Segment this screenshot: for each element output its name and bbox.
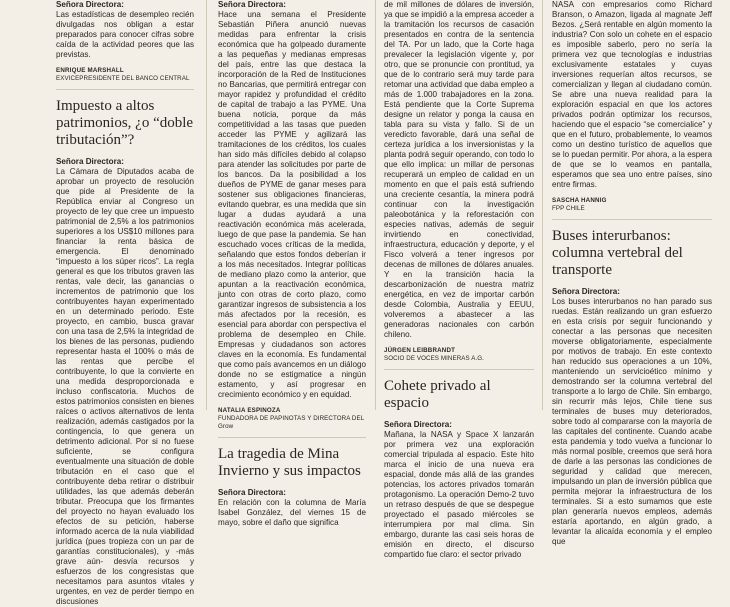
section-divider [552, 219, 712, 220]
letters-column-4 [552, 0, 712, 546]
letter-signature-role: SOCIO DE VOCES MINERAS A.G. [384, 355, 485, 362]
column-divider [542, 0, 543, 410]
letter-signature-role: FUNDADORA DE PAPINOTAS Y DIRECTORA DEL Grow [218, 415, 365, 430]
letter-body: La Cámara de Diputados acaba de aprobar un proyecto de resolución que pide al Presidente de la República enviar al Congreso un proyecto de ley que cree un impuesto patrimonial de 2,5% a los patrimonios superiores a los US$10 millones para financiar la renta básica de emergencia. El denominado “impuesto a los súper ricos”. La regla general es que los tributos graven las rentas, vale decir, las ganancias o incrementos de patrimonio que los contribuyentes hayan experimentado en un determinado periodo. Este proyecto, en cambio, busca gravar con una tasa de 2,5% la integridad de los bienes de las personas, pudiendo representar hasta el 100% o más de las rentas que percibe el contribuyente, lo que la convierte en una medida desproporcionada e incluso confiscatoria. Muchos de estos patrimonios consisten en bienes raíces o activos alternativos de lenta realización, además castigados por la contingencia, lo que genera un detrimento adicional. Por si no fuese suficiente, se configura eventualmente una situación de doble tributación en el caso que el contribuyente deba retirar o distribuir utilidades, las que además deberán tributar. Preocupa que los firmantes del proyecto no hayan evaluado los efectos de su petición, haberse informado acerca de la nula viabilidad jurídica (pues tropieza con un par de garantías constitucionales), y -más grave aún- desvía recursos y esfuerzos de los congresistas que necesitamos para asuntos vitales y urgentes, en vez de perder tiempo en discusiones [56, 167, 194, 606]
letter-body: Los buses interurbanos no han parado sus ruedas. Están realizando un gran esfuerzo en esta crisis por seguir funcionando y conectar a las personas que necesiten moverse obligatoriamente, especialmente por motivos de trabajo. En este contexto han reducido sus operaciones a un 10%, manteniendo un servicioético mínimo y demostrando ser la columna vertebral del transporte a lo largo de Chile. Sin embargo, sin recurrir más lejos, Chile tiene sus terminales de buses muy deteriorados, sobre todo al compararse con la mayoría de las capitales del continente. Cuando acabe esta pandemia y todo vuelva a funcionar lo más normal posible, creemos que será hora de darle a las personas las condiciones de seguridad y calidad que merecen, impulsando un plan de inversión pública que permita mejorar la infraestructura de los terminales. Si a esto sumamos que este plan generaría nuevos empleos, además estaría aportando, en algún grado, a levantar la alicaída economía y el empleo que [552, 297, 712, 546]
letter-headline: La tragedia de Mina Invierno y sus impactos [218, 446, 361, 479]
column-divider [375, 0, 376, 410]
letter-body: NASA con empresarios como Richard Branson, o Amazon, ligada al magnate Jeff Bezos. ¿Será rentable en algún momento la industria? Con solo un cohete en el espacio es imposible saberlo, pero no sería la primera vez que tecnologías e industrias exclusivamente estatales y cuyas inversiones requerían altos recursos, se comercializan y llegan al ciudadano común. Se abre una nueva realidad para la exploración espacial en que los actores privados podrán optimizar los recursos, haciendo que el espacio “se comercialice” y que en el futuro, probablemente, lo veamos como un destino turístico de aquellos que se lo puedan permitir. Por ahora, a la espera de que se lo veamos en pantalla, esperamos que sea uno entre países, sino entre firmas. [552, 0, 712, 189]
letter-salutation: Señora Directora: [56, 0, 124, 9]
letter-headline: Impuesto a altos patrimonios, ¿o “doble tributación”? [56, 98, 194, 148]
letter-signature-name: SASCHA HANNIG [552, 197, 607, 204]
section-divider [384, 369, 534, 370]
letter-body: Las estadísticas de desempleo recién divulgadas nos obligan a estar preparados para conocer cifras sobre caída de la actividad peores que las previstas. [56, 10, 194, 59]
letter-salutation: Señora Directora: [384, 420, 452, 429]
letter-salutation: Señora Directora: [218, 488, 286, 497]
letter-headline: Cohete privado al espacio [384, 378, 491, 411]
letter-salutation: Señora Directora: [218, 0, 286, 9]
section-divider [56, 89, 194, 90]
letter-signature-name: JÜRGEN LEIBBRANDT [384, 347, 456, 354]
letters-column-2 [218, 0, 366, 527]
letter-headline: Buses interurbanos: columna vertebral del transporte [552, 228, 683, 278]
letter-salutation: Señora Directora: [56, 157, 124, 166]
letter-signature-name: ENRIQUE MARSHALL [56, 67, 124, 74]
column-divider [206, 0, 207, 410]
letters-column-1 [56, 0, 194, 606]
letter-signature-name: NATALIA ESPINOZA [218, 407, 281, 414]
section-divider [218, 437, 366, 438]
letter-signature-role: FPP CHILE [552, 205, 585, 212]
letter-body: de mil millones de dólares de inversión, ya que se impidió a la empresa acceder a la tramitación los recursos de casación presentados en contra de la sentencia del TA. Por un lado, que la Corte haga prevalecer la legislación vigente y, por otro, que se pronuncie con prontitud, ya que de lo contrario será muy tarde para retomar una actividad que daba empleo a más de 1.000 trabajadores en la zona. Está pendiente que la Corte Suprema designe un relator y ponga la causa en tabla para su vista y fallo. Si de un veredicto favorable, dará una señal de certeza jurídica a los inversionistas y la planta podrá seguir operando, con todo lo que ello implica: un millar de personas recuperará un empleo de calidad en un momento en que el país está sufriendo una creciente cesantía, la minera podrá continuar con la investigación paleobotánica y la reforestación con especies nativas, además de seguir invirtiendo en conectividad, infraestructura, educación y deporte, y el Fisco volverá a tener ingresos por decenas de millones de dólares anuales. Y en la transición hacia la descarbonización de nuestra matriz energética, en vez de importar carbón desde Colombia, Australia y EEUU, volveremos a abastecer a las generadoras nacionales con carbón chileno. [384, 0, 534, 339]
letters-column-3 [384, 0, 534, 559]
letter-body: Hace una semana el Presidente Sebastián Piñera anunció nuevas medidas para enfrentar la crisis económica que ha golpeado duramente a las pequeñas y medianas empresas del país, entre las que destaca la incorporación de la Red de Instituciones no Bancarias, que permitirá entregar con mayor rapidez y profundidad el crédito de capital de trabajo a las PYME. Una buena noticia, porque da más competitividad a las tasas que pueden acceder las PYME y agilizará las tramitaciones de los créditos, los cuales han sido más difíciles debido al colapso para atender las solicitudes por parte de los bancos. Da la posibilidad a los dueños de PYME de ganar meses para sostener sus obligaciones financieras, evitando quebrar, es una medida que sin lugar a dudas ayudará a una reactivación económica más acelerada, luego de que pase la pandemia. Se han escuchado voces críticas de la medida, señalando que estos fondos deberían ir a los más necesitados. Integrar políticas de mediano plazo como la anterior, que apuntan a la reactivación económica, junto con otras de corto plazo, como garantizar ingresos de subsistencia a los más afectados por la recesión, es esencial para abordar con perspectiva el problema de desempleo en Chile. Empresas y ciudadanos son actores claves en la economía. Es fundamental que como país avancemos en un diálogo donde no se estigmatice a ningún estamento, y así progresar en crecimiento económico y en equidad. [218, 10, 366, 399]
letter-body: Mañana, la NASA y Space X lanzarán por primera vez una exploración comercial tripulada al espacio. Este hito marca el inicio de una nueva era espacial, donde más allá de las grandes potencias, los actores privados tomarán protagonismo. La operación Demo-2 tuvo un retraso después de que se despegue proyectado el pasado miércoles se interrumpiera por mal clima. Sin embargo, durante las casi seis horas de emisión en directo, el discurso compartido fue claro: el sector privado [384, 430, 534, 559]
letter-body: En relación con la columna de María Isabel González, del viernes 15 de mayo, sobre el daño que significa [218, 498, 366, 527]
letter-salutation: Señora Directora: [552, 287, 620, 296]
letter-signature-role: EXVICEPRESIDENTE DEL BANCO CENTRAL [56, 75, 190, 82]
